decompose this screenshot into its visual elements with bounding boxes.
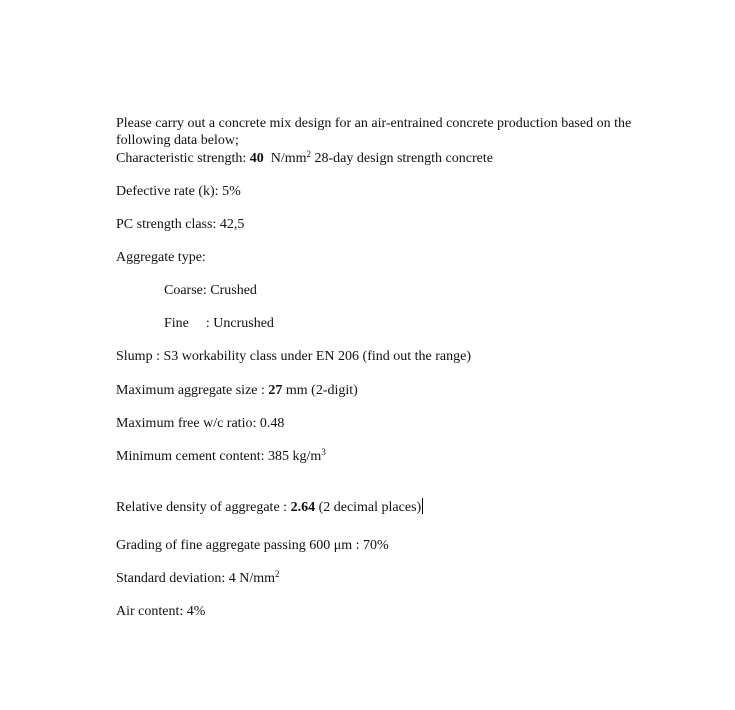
density-label: Relative density of aggregate : xyxy=(116,500,291,515)
strength-rest: 28-day design strength concrete xyxy=(311,151,493,166)
density-value: 2.64 xyxy=(290,500,316,515)
aggregate-type-heading: Aggregate type: xyxy=(116,250,206,265)
fine-aggregate xyxy=(164,315,274,332)
min-cement-exponent: 3 xyxy=(321,447,326,457)
defective-rate: Defective rate (k): 5% xyxy=(116,184,241,199)
fine-value: : Uncrushed xyxy=(205,316,274,331)
std-dev-exponent: 2 xyxy=(275,569,280,579)
slump: Slump : S3 workability class under EN 206 (find out the range) xyxy=(116,349,471,364)
intro-text: Please carry out a concrete mix design for an air-entrained concrete production based on the following data below; xyxy=(116,116,632,148)
pc-strength-class: PC strength class: 42,5 xyxy=(116,217,245,232)
air-content: Air content: 4% xyxy=(116,604,206,619)
characteristic-strength xyxy=(116,150,493,167)
density-rest: (2 decimal places) xyxy=(315,500,422,515)
min-cement-label: Minimum cement content: 385 kg/m xyxy=(116,449,322,464)
max-agg-label: Maximum aggregate size : xyxy=(116,383,269,398)
max-agg-rest: mm (2-digit) xyxy=(282,383,358,398)
strength-label: Characteristic strength: xyxy=(116,151,250,166)
strength-unit-exponent: 2 xyxy=(306,149,312,159)
strength-unit: N/mm xyxy=(270,151,307,166)
min-cement-content xyxy=(116,448,326,465)
std-dev-label: Standard deviation: 4 N/mm xyxy=(116,571,276,586)
fine-grading: Grading of fine aggregate passing 600 μm : 70% xyxy=(116,538,389,553)
max-wc-ratio: Maximum free w/c ratio: 0.48 xyxy=(116,416,285,431)
text-cursor xyxy=(422,498,423,514)
fine-label: Fine xyxy=(164,316,189,331)
standard-deviation xyxy=(116,570,280,587)
relative-density xyxy=(116,498,423,516)
strength-value: 40 xyxy=(249,151,264,166)
max-aggregate-size xyxy=(116,382,358,399)
coarse-aggregate: Coarse: Crushed xyxy=(164,283,257,298)
max-agg-value: 27 xyxy=(268,383,283,398)
